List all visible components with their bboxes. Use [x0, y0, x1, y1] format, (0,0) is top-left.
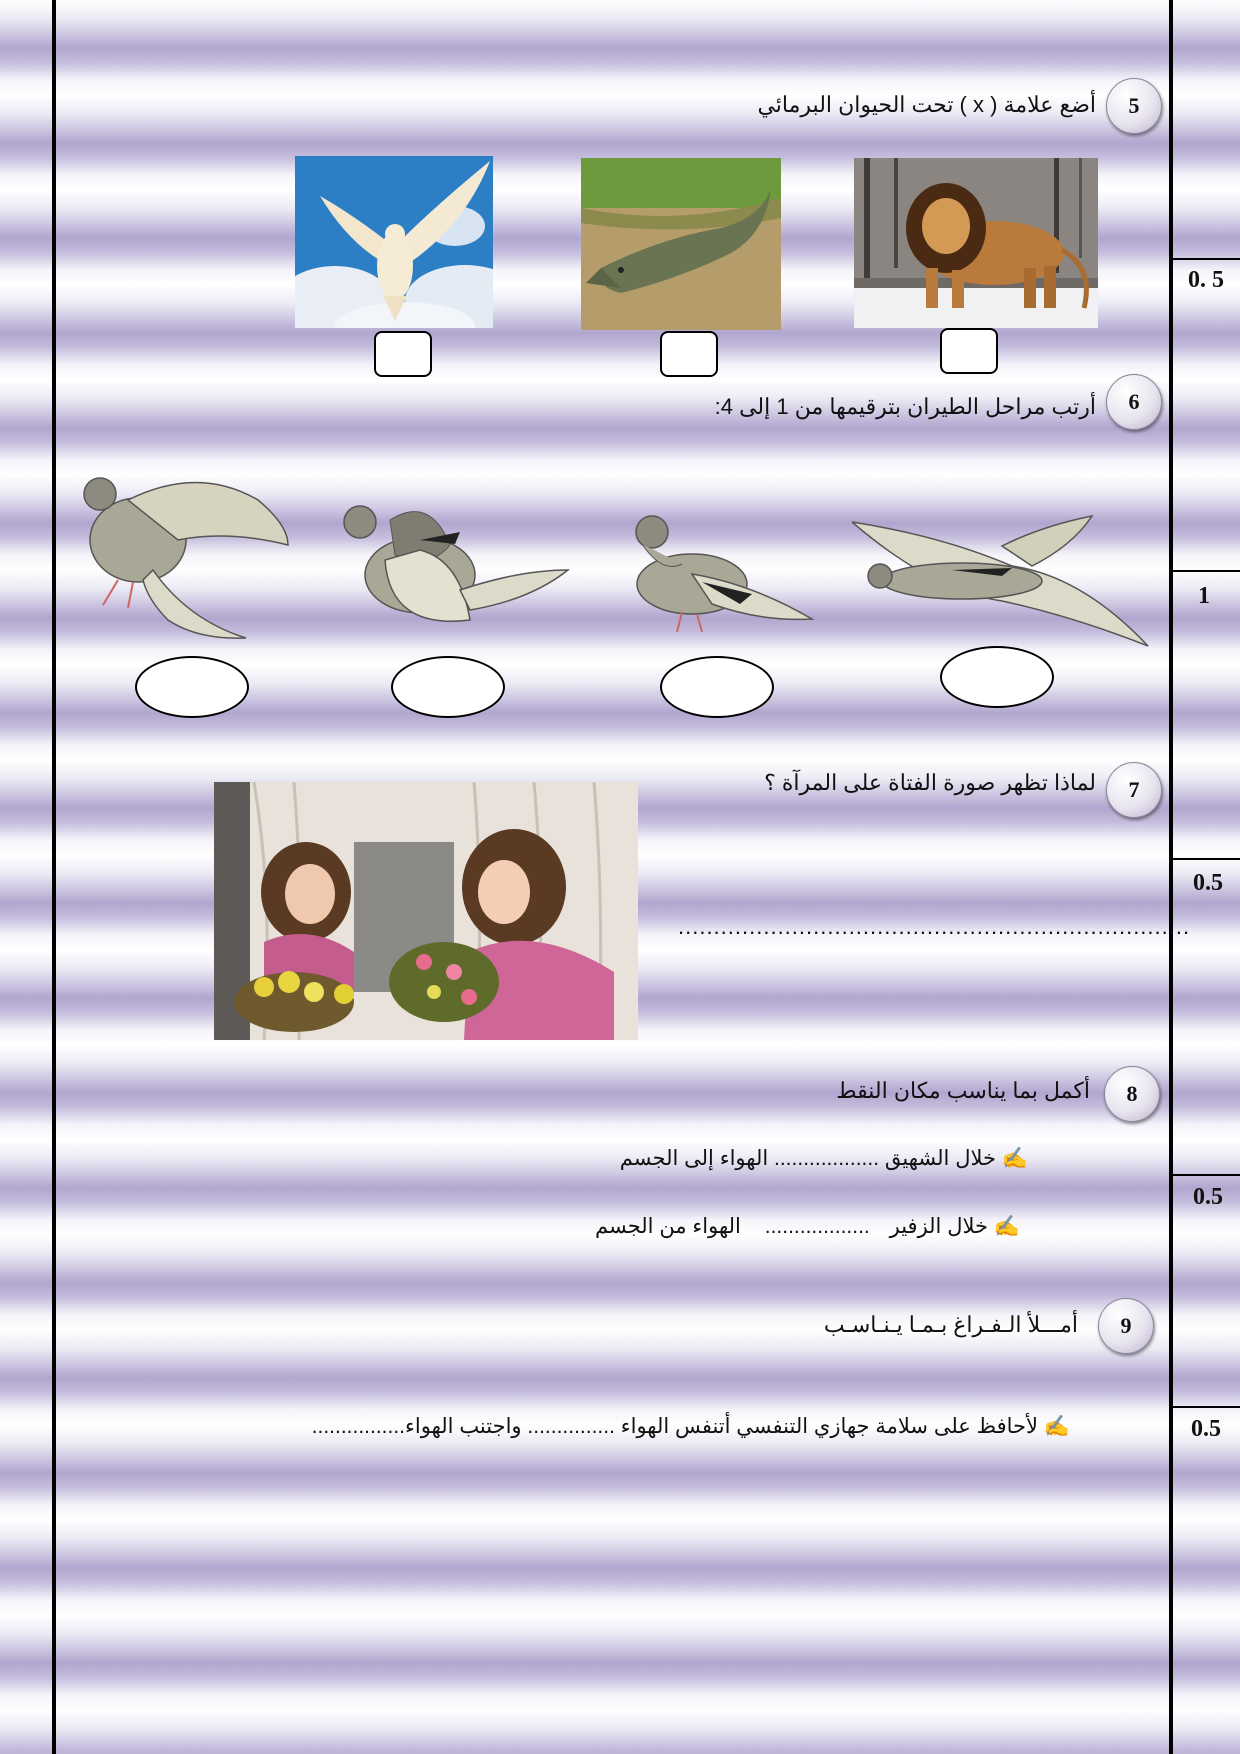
answer-box-lion[interactable]	[940, 328, 998, 374]
question-7-text: لماذا تظهر صورة الفتاة على المرآة ؟	[764, 770, 1096, 795]
pencil-icon: ✍	[993, 1215, 1020, 1238]
answer-line-q7[interactable]: ........................................................................	[678, 914, 1191, 939]
q8-line-2-prefix: خلال الزفير	[889, 1215, 988, 1238]
score-divider	[1169, 258, 1240, 260]
answer-box-crocodile[interactable]	[660, 331, 718, 377]
score-q6: 1	[1198, 583, 1210, 609]
answer-box-dove[interactable]	[374, 331, 432, 377]
question-number-8: 8	[1104, 1066, 1160, 1122]
q8-line-1	[620, 1146, 1028, 1171]
question-number-6: 6	[1106, 374, 1162, 430]
dove-image	[295, 156, 493, 328]
girl-mirror-image	[214, 782, 638, 1040]
score-divider	[1169, 1406, 1240, 1408]
question-number-5: 5	[1106, 78, 1162, 134]
lion-image	[854, 158, 1098, 328]
score-q5: 0. 5	[1188, 267, 1224, 293]
crocodile-image	[581, 158, 781, 330]
score-q8: 0.5	[1193, 1184, 1223, 1210]
q8-line-2-blank[interactable]: ..................	[764, 1215, 870, 1238]
order-oval-1[interactable]	[940, 646, 1054, 708]
score-q9: 0.5	[1191, 1416, 1221, 1442]
score-divider	[1169, 858, 1240, 860]
score-divider	[1169, 1174, 1240, 1176]
pencil-icon: ✍	[1001, 1147, 1028, 1170]
pigeon-stage-takeoff	[330, 500, 570, 636]
question-number-9: 9	[1098, 1298, 1154, 1354]
q8-line-1-blank[interactable]: ..................	[774, 1147, 880, 1170]
score-divider	[1169, 570, 1240, 572]
left-margin-line	[52, 0, 56, 1754]
q9-line	[312, 1414, 1070, 1439]
order-oval-4[interactable]	[135, 656, 249, 718]
pigeon-stage-landing	[622, 504, 814, 638]
question-5-text: أضع علامة ( x ) تحت الحيوان البرمائي	[757, 92, 1096, 117]
question-9-text: أمـــلأ الـفـراغ بـمـا يـنـاسـب	[823, 1312, 1078, 1337]
order-oval-3[interactable]	[391, 656, 505, 718]
order-oval-2[interactable]	[660, 656, 774, 718]
question-8-text: أكمل بما يناسب مكان النقط	[836, 1078, 1090, 1103]
question-number-7: 7	[1106, 762, 1162, 818]
score-q7: 0.5	[1193, 870, 1223, 896]
q8-line-2-suffix: الهواء من الجسم	[595, 1215, 741, 1238]
q8-line-1-suffix: الهواء إلى الجسم	[619, 1147, 769, 1170]
pencil-icon: ✍	[1043, 1415, 1070, 1438]
q8-line-1-prefix: خلال الشهيق	[884, 1147, 996, 1170]
pigeon-stage-wings-up	[78, 470, 290, 642]
pigeon-stage-gliding	[852, 506, 1152, 648]
q8-line-2	[595, 1214, 1020, 1239]
q9-line-text[interactable]: لأحافظ على سلامة جهازي التنفسي أتنفس الهواء ............... واجتنب الهواء................	[311, 1415, 1038, 1438]
question-6-text: أرتب مراحل الطيران بترقيمها من 1 إلى 4:	[714, 394, 1096, 419]
